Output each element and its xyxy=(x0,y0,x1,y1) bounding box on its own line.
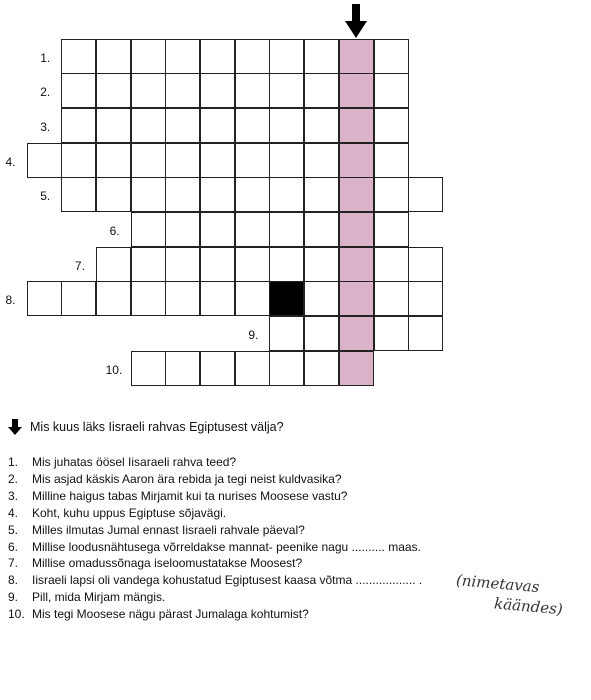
crossword-cell[interactable] xyxy=(200,212,235,247)
crossword-cell[interactable] xyxy=(165,73,200,108)
crossword-cell[interactable] xyxy=(374,177,409,212)
crossword-cell[interactable] xyxy=(374,316,409,351)
question-item: 2. Mis asjad käskis Aaron ära rebida ja tegi neist kuldvasika? xyxy=(8,471,342,486)
question-item: 1. Mis juhatas öösel Iisaraeli rahva teed? xyxy=(8,455,237,469)
row-number: 7. xyxy=(74,258,85,273)
solution-cell[interactable] xyxy=(339,143,374,178)
solution-cell[interactable] xyxy=(339,73,374,108)
crossword-cell[interactable] xyxy=(131,143,166,178)
crossword-cell[interactable] xyxy=(165,351,200,386)
question-item: 8. Iisraeli lapsi oli vandega kohustatud Egiptusest kaasa võtma .................. . xyxy=(8,573,423,588)
crossword-cell[interactable] xyxy=(304,143,339,178)
crossword-cell[interactable] xyxy=(96,108,131,143)
crossword-cell[interactable] xyxy=(408,177,443,212)
solution-cell[interactable] xyxy=(339,316,374,351)
crossword-cell[interactable] xyxy=(304,351,339,386)
crossword-cell[interactable] xyxy=(235,39,270,74)
crossword-cell[interactable] xyxy=(235,73,270,108)
crossword-cell[interactable] xyxy=(200,108,235,143)
crossword-cell[interactable] xyxy=(96,281,131,316)
crossword-cell[interactable] xyxy=(61,177,96,212)
crossword-cell[interactable] xyxy=(374,39,409,74)
crossword-cell[interactable] xyxy=(165,247,200,282)
crossword-cell[interactable] xyxy=(269,177,304,212)
crossword-cell[interactable] xyxy=(269,39,304,74)
handwritten-note-line1: (nimetavas xyxy=(455,570,541,597)
crossword-cell[interactable] xyxy=(61,39,96,74)
crossword-cell[interactable] xyxy=(235,177,270,212)
crossword-cell[interactable] xyxy=(235,143,270,178)
handwritten-note xyxy=(454,570,587,621)
crossword-cell[interactable] xyxy=(304,212,339,247)
crossword-cell[interactable] xyxy=(304,316,339,351)
crossword-cell[interactable] xyxy=(304,108,339,143)
crossword-cell[interactable] xyxy=(131,212,166,247)
crossword-cell[interactable] xyxy=(131,247,166,282)
crossword-cell[interactable] xyxy=(27,143,62,178)
question-item: 6. Millise loodusnähtusega võrreldakse mannat- peenike nagu .......... maas. xyxy=(8,539,421,554)
crossword-cell[interactable] xyxy=(200,177,235,212)
solution-cell[interactable] xyxy=(339,177,374,212)
crossword-cell[interactable] xyxy=(61,143,96,178)
crossword-cell[interactable] xyxy=(131,39,166,74)
row-number: 3. xyxy=(40,119,51,134)
down-arrow-icon xyxy=(8,419,22,435)
main-question-text: Mis kuus läks Iisraeli rahvas Egiptusest välja? xyxy=(30,420,284,434)
crossword-cell[interactable] xyxy=(165,143,200,178)
crossword-cell[interactable] xyxy=(61,108,96,143)
crossword-cell[interactable] xyxy=(61,73,96,108)
crossword-cell[interactable] xyxy=(304,281,339,316)
crossword-cell[interactable] xyxy=(200,281,235,316)
crossword-cell[interactable] xyxy=(304,73,339,108)
crossword-cell[interactable] xyxy=(269,247,304,282)
down-arrow-icon xyxy=(345,4,367,38)
crossword-cell[interactable] xyxy=(304,247,339,282)
crossword-cell[interactable] xyxy=(235,351,270,386)
solution-cell[interactable] xyxy=(339,39,374,74)
crossword-cell[interactable] xyxy=(96,143,131,178)
crossword-cell[interactable] xyxy=(374,108,409,143)
crossword-cell[interactable] xyxy=(96,73,131,108)
crossword-cell[interactable] xyxy=(96,177,131,212)
crossword-cell[interactable] xyxy=(200,247,235,282)
row-number: 2. xyxy=(40,85,51,100)
crossword-cell[interactable] xyxy=(304,177,339,212)
row-number: 5. xyxy=(40,189,51,204)
solution-cell[interactable] xyxy=(339,212,374,247)
crossword-cell[interactable] xyxy=(131,281,166,316)
blocked-cell xyxy=(269,281,304,316)
crossword-cell[interactable] xyxy=(200,73,235,108)
crossword-cell[interactable] xyxy=(200,143,235,178)
solution-cell[interactable] xyxy=(339,351,374,386)
crossword-cell[interactable] xyxy=(374,73,409,108)
crossword-cell[interactable] xyxy=(374,247,409,282)
question-item: 5. Milles ilmutas Jumal ennast Iisraeli rahvale päeval? xyxy=(8,522,305,537)
crossword-cell[interactable] xyxy=(374,143,409,178)
crossword-cell[interactable] xyxy=(165,108,200,143)
crossword-cell[interactable] xyxy=(269,316,304,351)
crossword-cell[interactable] xyxy=(374,212,409,247)
row-number: 1. xyxy=(40,50,51,65)
question-item: 9. Pill, mida Mirjam mängis. xyxy=(8,590,166,605)
row-number: 4. xyxy=(5,154,16,169)
crossword-cell[interactable] xyxy=(131,108,166,143)
crossword-cell[interactable] xyxy=(200,351,235,386)
crossword-cell[interactable] xyxy=(165,281,200,316)
crossword-cell[interactable] xyxy=(96,247,131,282)
row-number: 10. xyxy=(105,362,123,377)
questions-list xyxy=(8,454,422,623)
crossword-cell[interactable] xyxy=(269,108,304,143)
solution-cell[interactable] xyxy=(339,247,374,282)
crossword-cell[interactable] xyxy=(235,108,270,143)
row-number: 9. xyxy=(248,328,259,343)
crossword-cell[interactable] xyxy=(408,316,443,351)
crossword-cell[interactable] xyxy=(235,281,270,316)
crossword-cell[interactable] xyxy=(27,281,62,316)
row-number: 6. xyxy=(109,224,120,238)
crossword-cell[interactable] xyxy=(304,39,339,74)
question-item: 4. Koht, kuhu uppus Egiptuse sõjavägi. xyxy=(8,505,227,520)
question-item: 7. Millise omadussõnaga iseloomustatakse Moosest? xyxy=(8,556,303,571)
main-question xyxy=(8,419,284,435)
solution-cell[interactable] xyxy=(339,108,374,143)
crossword-cell[interactable] xyxy=(131,351,166,386)
row-number: 8. xyxy=(5,293,16,308)
crossword-cell[interactable] xyxy=(269,212,304,247)
crossword-cell[interactable] xyxy=(131,177,166,212)
question-item: 10. Mis tegi Moosese nägu pärast Jumalaga kohtumist? xyxy=(8,607,309,622)
crossword-cell[interactable] xyxy=(165,177,200,212)
crossword-cell[interactable] xyxy=(374,281,409,316)
crossword-cell[interactable] xyxy=(61,281,96,316)
handwritten-note-line2: käändes) xyxy=(493,594,564,619)
crossword-cell[interactable] xyxy=(200,39,235,74)
question-item: 3. Milline haigus tabas Mirjamit kui ta nurises Moosese vastu? xyxy=(8,488,348,503)
crossword-cell[interactable] xyxy=(269,143,304,178)
crossword-cell[interactable] xyxy=(165,39,200,74)
crossword-cell[interactable] xyxy=(165,212,200,247)
crossword-cell[interactable] xyxy=(269,351,304,386)
crossword-cell[interactable] xyxy=(269,73,304,108)
solution-cell[interactable] xyxy=(339,281,374,316)
crossword-cell[interactable] xyxy=(96,39,131,74)
crossword-cell[interactable] xyxy=(131,73,166,108)
crossword-cell[interactable] xyxy=(235,247,270,282)
crossword-cell[interactable] xyxy=(235,212,270,247)
crossword-cell[interactable] xyxy=(408,281,443,316)
crossword-cell[interactable] xyxy=(408,247,443,282)
